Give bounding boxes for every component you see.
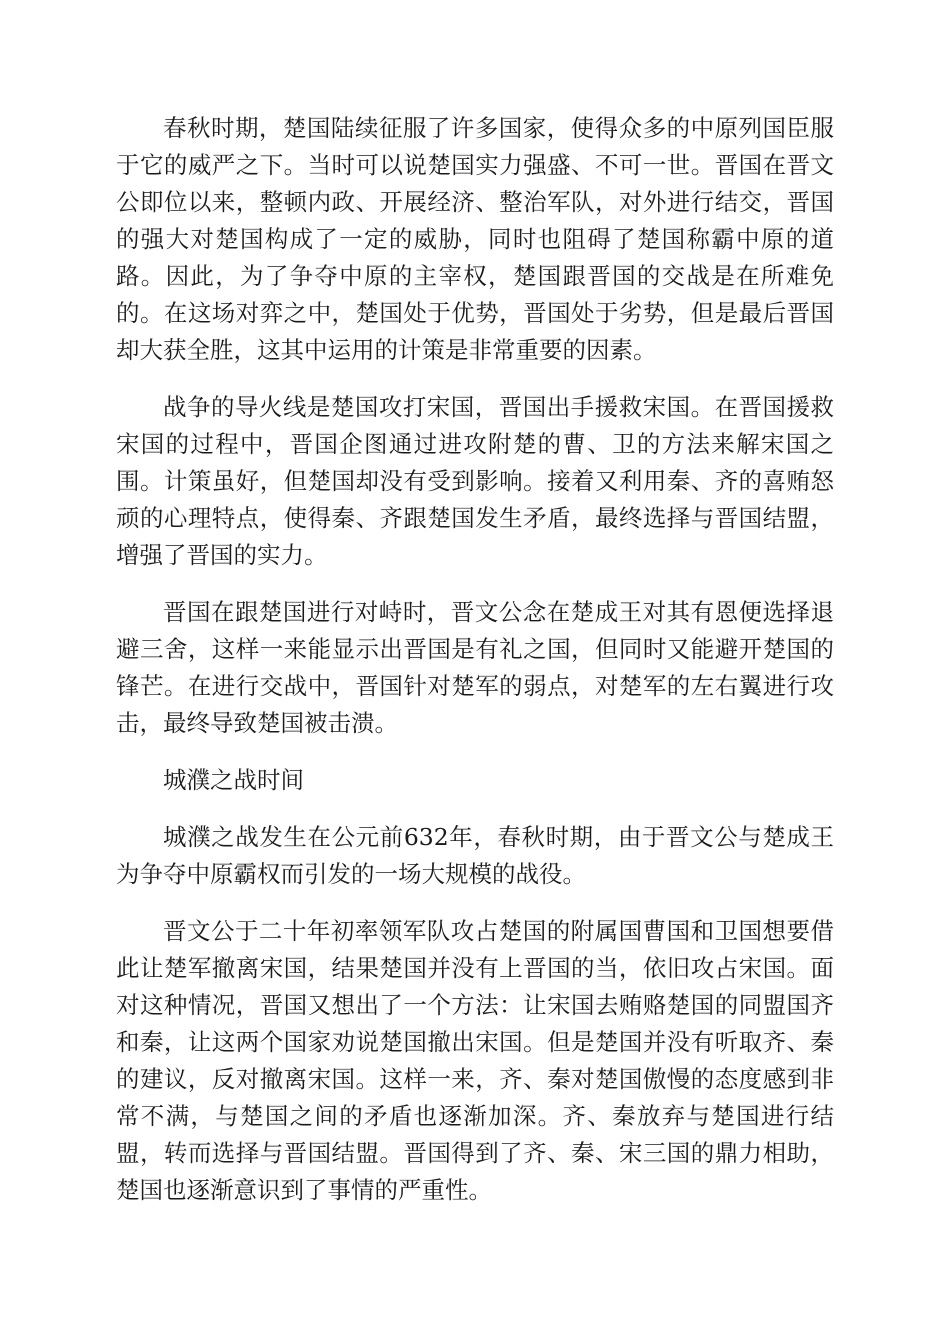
paragraph-battle-date: 城濮之战发生在公元前632年，春秋时期，由于晋文公与楚成王为争夺中原霸权而引发的一场大规模的战役。 (116, 823, 834, 888)
section-heading-battle-time: 城濮之战时间 (163, 766, 304, 794)
paragraph-retreat-three-she: 晋国在跟楚国进行对峙时，晋文公念在楚成王对其有恩便选择退避三舍，这样一来能显示出晋国是有礼之国，但同时又能避开楚国的锋芒。在进行交战中，晋国针对楚军的弱点，对楚军的左右翼进行攻击，最终导致楚国被击溃。 (116, 598, 834, 737)
document-body (116, 110, 834, 1229)
paragraph-chu-jin-background: 春秋时期，楚国陆续征服了许多国家，使得众多的中原列国臣服于它的威严之下。当时可以说楚国实力强盛、不可一世。晋国在晋文公即位以来，整顿内政、开展经济、整治军队，对外进行结交，晋国的强大对楚国构成了一定的威胁，同时也阻碍了楚国称霸中原的道路。因此，为了争夺中原的主宰权，楚国跟晋国的交战是在所难免的。在这场对弈之中，楚国处于优势，晋国处于劣势，但是最后晋国却大获全胜，这其中运用的计策是非常重要的因素。 (116, 114, 834, 364)
paragraph-war-trigger: 战争的导火线是楚国攻打宋国，晋国出手援救宋国。在晋国援救宋国的过程中，晋国企图通过进攻附楚的曹、卫的方法来解宋国之围。计策虽好，但楚国却没有受到影响。接着又利用秦、齐的喜贿怒顽的心理特点，使得秦、齐跟楚国发生矛盾，最终选择与晋国结盟，增强了晋国的实力。 (116, 393, 834, 569)
paragraph-alliance-strategy: 晋文公于二十年初率领军队攻占楚国的附属国曹国和卫国想要借此让楚军撤离宋国，结果楚国并没有上晋国的当，依旧攻占宋国。面对这种情况，晋国又想出了一个方法：让宋国去贿赂楚国的同盟国齐和秦，让这两个国家劝说楚国撤出宋国。但是楚国并没有听取齐、秦的建议，反对撤离宋国。这样一来，齐、秦对楚国傲慢的态度感到非常不满，与楚国之间的矛盾也逐渐加深。齐、秦放弃与楚国进行结盟，转而选择与晋国结盟。晋国得到了齐、秦、宋三国的鼎力相助，楚国也逐渐意识到了事情的严重性。 (116, 917, 834, 1204)
